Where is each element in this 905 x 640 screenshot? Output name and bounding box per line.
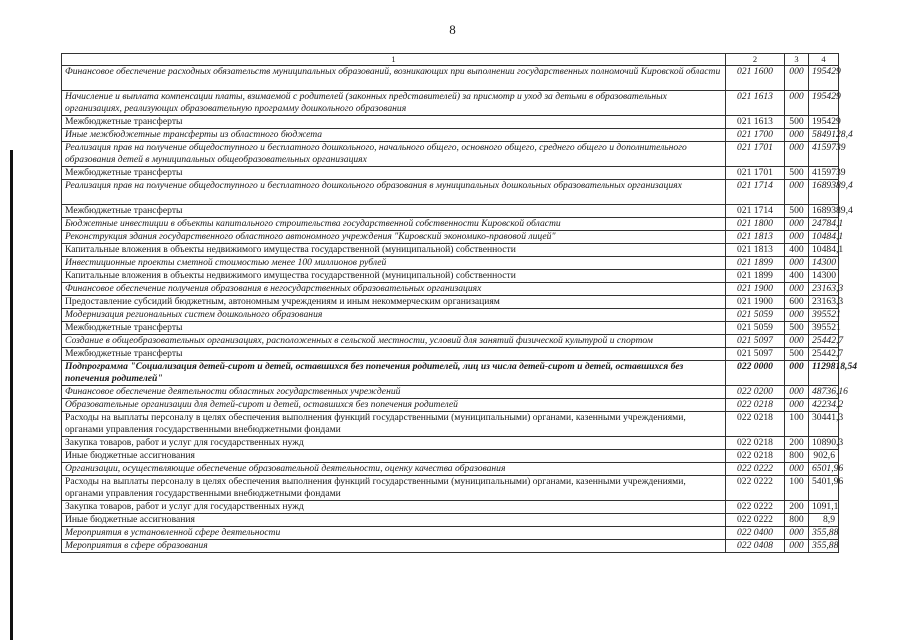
row-expense-type-cell: 500 bbox=[785, 205, 809, 218]
row-expense-type-cell: 000 bbox=[785, 129, 809, 142]
row-name-cell: Реконструкция здания государственного областного автономного учреждения "Кировский экономико-правовой лицей" bbox=[62, 231, 726, 244]
row-sum-cell: 23163,3 bbox=[809, 283, 839, 296]
row-expense-type-cell: 000 bbox=[785, 218, 809, 231]
row-name-cell: Мероприятия в установленной сфере деятельности bbox=[62, 527, 726, 540]
row-sum-cell: 10890,3 bbox=[809, 437, 839, 450]
row-name-cell: Межбюджетные трансферты bbox=[62, 322, 726, 335]
budget-table-body bbox=[62, 54, 858, 553]
row-name-cell: Мероприятия в сфере образования bbox=[62, 540, 726, 553]
row-sum-cell: 24784,1 bbox=[809, 218, 839, 231]
row-sum-cell: 355,88 bbox=[809, 527, 839, 540]
table-row bbox=[62, 335, 839, 348]
row-name-cell: Бюджетные инвестиции в объекты капитального строительства государственной собственности Кировской области bbox=[62, 218, 726, 231]
row-sum-cell: 195429 bbox=[809, 91, 839, 116]
row-code-cell: 022 0408 bbox=[726, 540, 785, 553]
row-expense-type-cell: 500 bbox=[785, 322, 809, 335]
row-expense-type-cell: 000 bbox=[785, 527, 809, 540]
row-name-cell: Реализация прав на получение общедоступного и бесплатного дошкольного, начального общего, основного общего, среднего общего и дополнительного образования детей в муниципальных общеобразовательных организациях bbox=[62, 142, 726, 167]
row-code-cell: 021 1613 bbox=[726, 91, 785, 116]
header-col-sum: 4 bbox=[809, 54, 839, 66]
row-expense-type-cell: 000 bbox=[785, 335, 809, 348]
row-code-cell: 022 0222 bbox=[726, 476, 785, 501]
row-sum-cell: 902,6 bbox=[809, 450, 839, 463]
row-code-cell: 022 0222 bbox=[726, 463, 785, 476]
table-row bbox=[62, 231, 839, 244]
row-sum-cell: 14300 bbox=[809, 270, 839, 283]
row-code-cell: 021 5097 bbox=[726, 348, 785, 361]
row-name-cell: Межбюджетные трансферты bbox=[62, 205, 726, 218]
table-row bbox=[62, 463, 839, 476]
row-expense-type-cell: 000 bbox=[785, 361, 809, 386]
row-expense-type-cell: 500 bbox=[785, 167, 809, 180]
row-code-cell: 021 1700 bbox=[726, 129, 785, 142]
row-expense-type-cell: 400 bbox=[785, 270, 809, 283]
table-row bbox=[62, 386, 839, 399]
table-row bbox=[62, 348, 839, 361]
row-sum-cell: 195429 bbox=[809, 66, 839, 91]
row-expense-type-cell: 000 bbox=[785, 463, 809, 476]
row-expense-type-cell: 000 bbox=[785, 309, 809, 322]
table-row bbox=[62, 244, 839, 257]
row-code-cell: 021 1701 bbox=[726, 167, 785, 180]
table-row bbox=[62, 412, 839, 437]
table-row bbox=[62, 91, 839, 116]
row-code-cell: 021 1813 bbox=[726, 231, 785, 244]
row-expense-type-cell: 600 bbox=[785, 296, 809, 309]
row-code-cell: 022 0222 bbox=[726, 501, 785, 514]
table-row bbox=[62, 450, 839, 463]
table-row bbox=[62, 283, 839, 296]
row-code-cell: 021 5097 bbox=[726, 335, 785, 348]
row-name-cell: Финансовое обеспечение расходных обязательств муниципальных образований, возникающих при выполнении государственных полномочий Кировской области bbox=[62, 66, 726, 91]
row-expense-type-cell: 500 bbox=[785, 116, 809, 129]
row-sum-cell: 30441,3 bbox=[809, 412, 839, 437]
row-code-cell: 022 0218 bbox=[726, 412, 785, 437]
row-code-cell: 021 1701 bbox=[726, 142, 785, 167]
row-sum-cell: 5849128,4 bbox=[809, 129, 839, 142]
row-name-cell: Инвестиционные проекты сметной стоимостью менее 100 миллионов рублей bbox=[62, 257, 726, 270]
table-row bbox=[62, 296, 839, 309]
row-code-cell: 021 5059 bbox=[726, 322, 785, 335]
row-expense-type-cell: 000 bbox=[785, 399, 809, 412]
page-number: 8 bbox=[449, 22, 456, 37]
row-expense-type-cell: 000 bbox=[785, 540, 809, 553]
row-sum-cell: 8,9 bbox=[809, 514, 839, 527]
row-code-cell: 021 1714 bbox=[726, 180, 785, 205]
row-expense-type-cell: 800 bbox=[785, 514, 809, 527]
row-name-cell: Межбюджетные трансферты bbox=[62, 116, 726, 129]
table-row bbox=[62, 514, 839, 527]
row-sum-cell: 42234,2 bbox=[809, 399, 839, 412]
table-row bbox=[62, 527, 839, 540]
row-code-cell: 022 0222 bbox=[726, 514, 785, 527]
table-row bbox=[62, 437, 839, 450]
row-name-cell: Капитальные вложения в объекты недвижимого имущества государственной (муниципальной) собственности bbox=[62, 244, 726, 257]
row-name-cell: Межбюджетные трансферты bbox=[62, 348, 726, 361]
table-row bbox=[62, 540, 839, 553]
row-sum-cell: 10484,1 bbox=[809, 231, 839, 244]
row-sum-cell: 48736,16 bbox=[809, 386, 839, 399]
table-row bbox=[62, 218, 839, 231]
table-row bbox=[62, 322, 839, 335]
row-code-cell: 022 0218 bbox=[726, 399, 785, 412]
row-expense-type-cell: 200 bbox=[785, 501, 809, 514]
row-code-cell: 022 0400 bbox=[726, 527, 785, 540]
table-row bbox=[62, 270, 839, 283]
row-sum-cell: 395521 bbox=[809, 309, 839, 322]
row-name-cell: Реализация прав на получение общедоступного и бесплатного дошкольного образования в муниципальных дошкольных образовательных организациях bbox=[62, 180, 726, 205]
row-name-cell: Организации, осуществляющие обеспечение образовательной деятельности, оценку качества образования bbox=[62, 463, 726, 476]
header-col-name: 1 bbox=[62, 54, 726, 66]
row-name-cell: Закупка товаров, работ и услуг для государственных нужд bbox=[62, 501, 726, 514]
header-col-code: 2 bbox=[726, 54, 785, 66]
table-row bbox=[62, 167, 839, 180]
row-code-cell: 021 5059 bbox=[726, 309, 785, 322]
row-expense-type-cell: 000 bbox=[785, 386, 809, 399]
row-sum-cell: 1091,1 bbox=[809, 501, 839, 514]
row-code-cell: 021 1813 bbox=[726, 244, 785, 257]
row-name-cell: Финансовое обеспечение деятельности областных государственных учреждений bbox=[62, 386, 726, 399]
row-name-cell: Иные межбюджетные трансферты из областного бюджета bbox=[62, 129, 726, 142]
table-row bbox=[62, 116, 839, 129]
row-code-cell: 022 0000 bbox=[726, 361, 785, 386]
row-code-cell: 022 0218 bbox=[726, 450, 785, 463]
row-name-cell: Финансовое обеспечение получения образования в негосударственных образовательных организациях bbox=[62, 283, 726, 296]
row-name-cell: Расходы на выплаты персоналу в целях обеспечения выполнения функций государственными (муниципальными) органами, казенными учреждениями, органами управления государственными внебюджетными фондами bbox=[62, 412, 726, 437]
table-row bbox=[62, 309, 839, 322]
row-sum-cell: 1689389,4 bbox=[809, 180, 839, 205]
row-sum-cell: 25442,7 bbox=[809, 335, 839, 348]
table-row bbox=[62, 205, 839, 218]
row-expense-type-cell: 000 bbox=[785, 180, 809, 205]
row-expense-type-cell: 500 bbox=[785, 348, 809, 361]
row-name-cell: Создание в общеобразовательных организациях, расположенных в сельской местности, условий для занятий физической культурой и спортом bbox=[62, 335, 726, 348]
row-name-cell: Модернизация региональных систем дошкольного образования bbox=[62, 309, 726, 322]
row-expense-type-cell: 000 bbox=[785, 142, 809, 167]
row-code-cell: 021 1800 bbox=[726, 218, 785, 231]
row-code-cell: 021 1899 bbox=[726, 257, 785, 270]
row-name-cell: Закупка товаров, работ и услуг для государственных нужд bbox=[62, 437, 726, 450]
row-expense-type-cell: 000 bbox=[785, 231, 809, 244]
row-code-cell: 021 1899 bbox=[726, 270, 785, 283]
row-sum-cell: 1689389,4 bbox=[809, 205, 839, 218]
row-name-cell: Иные бюджетные ассигнования bbox=[62, 450, 726, 463]
row-sum-cell: 10484,1 bbox=[809, 244, 839, 257]
row-sum-cell: 25442,7 bbox=[809, 348, 839, 361]
row-code-cell: 021 1900 bbox=[726, 296, 785, 309]
row-sum-cell: 4159739 bbox=[809, 167, 839, 180]
row-sum-cell: 1129818,54 bbox=[809, 361, 839, 386]
row-expense-type-cell: 000 bbox=[785, 66, 809, 91]
table-row bbox=[62, 129, 839, 142]
table-row bbox=[62, 399, 839, 412]
row-expense-type-cell: 100 bbox=[785, 476, 809, 501]
table-row bbox=[62, 180, 839, 205]
header-col-vr: 3 bbox=[785, 54, 809, 66]
row-sum-cell: 195429 bbox=[809, 116, 839, 129]
row-name-cell: Капитальные вложения в объекты недвижимого имущества государственной (муниципальной) собственности bbox=[62, 270, 726, 283]
budget-table bbox=[61, 53, 858, 553]
row-code-cell: 022 0218 bbox=[726, 437, 785, 450]
row-sum-cell: 4159739 bbox=[809, 142, 839, 167]
table-row bbox=[62, 142, 839, 167]
binding-edge-mark bbox=[10, 150, 13, 640]
row-name-cell: Начисление и выплата компенсации платы, взимаемой с родителей (законных представителей) за присмотр и уход за детьми в образовательных организациях, реализующих образовательную программу дошкольного образования bbox=[62, 91, 726, 116]
row-name-cell: Подпрограмма "Социализация детей-сирот и детей, оставшихся без попечения родителей, лиц из числа детей-сирот и детей, оставшихся без попечения родителей" bbox=[62, 361, 726, 386]
table-header-row bbox=[62, 54, 839, 66]
row-expense-type-cell: 100 bbox=[785, 412, 809, 437]
row-sum-cell: 6501,96 bbox=[809, 463, 839, 476]
row-code-cell: 021 1600 bbox=[726, 66, 785, 91]
row-sum-cell: 355,88 bbox=[809, 540, 839, 553]
row-expense-type-cell: 200 bbox=[785, 437, 809, 450]
row-name-cell: Расходы на выплаты персоналу в целях обеспечения выполнения функций государственными (муниципальными) органами, казенными учреждениями, органами управления государственными внебюджетными фондами bbox=[62, 476, 726, 501]
row-name-cell: Иные бюджетные ассигнования bbox=[62, 514, 726, 527]
row-name-cell: Образовательные организации для детей-сирот и детей, оставшихся без попечения родителей bbox=[62, 399, 726, 412]
row-sum-cell: 14300 bbox=[809, 257, 839, 270]
table-row bbox=[62, 66, 839, 91]
row-code-cell: 021 1714 bbox=[726, 205, 785, 218]
table-row bbox=[62, 257, 839, 270]
row-sum-cell: 23163,3 bbox=[809, 296, 839, 309]
row-code-cell: 021 1613 bbox=[726, 116, 785, 129]
table-row bbox=[62, 501, 839, 514]
row-expense-type-cell: 800 bbox=[785, 450, 809, 463]
row-expense-type-cell: 000 bbox=[785, 91, 809, 116]
row-code-cell: 021 1900 bbox=[726, 283, 785, 296]
row-name-cell: Предоставление субсидий бюджетным, автономным учреждениям и иным некоммерческим организациям bbox=[62, 296, 726, 309]
row-expense-type-cell: 400 bbox=[785, 244, 809, 257]
row-expense-type-cell: 000 bbox=[785, 257, 809, 270]
table-row bbox=[62, 361, 839, 386]
row-name-cell: Межбюджетные трансферты bbox=[62, 167, 726, 180]
row-expense-type-cell: 000 bbox=[785, 283, 809, 296]
row-sum-cell: 5401,96 bbox=[809, 476, 839, 501]
row-code-cell: 022 0200 bbox=[726, 386, 785, 399]
table-row bbox=[62, 476, 839, 501]
row-sum-cell: 395521 bbox=[809, 322, 839, 335]
